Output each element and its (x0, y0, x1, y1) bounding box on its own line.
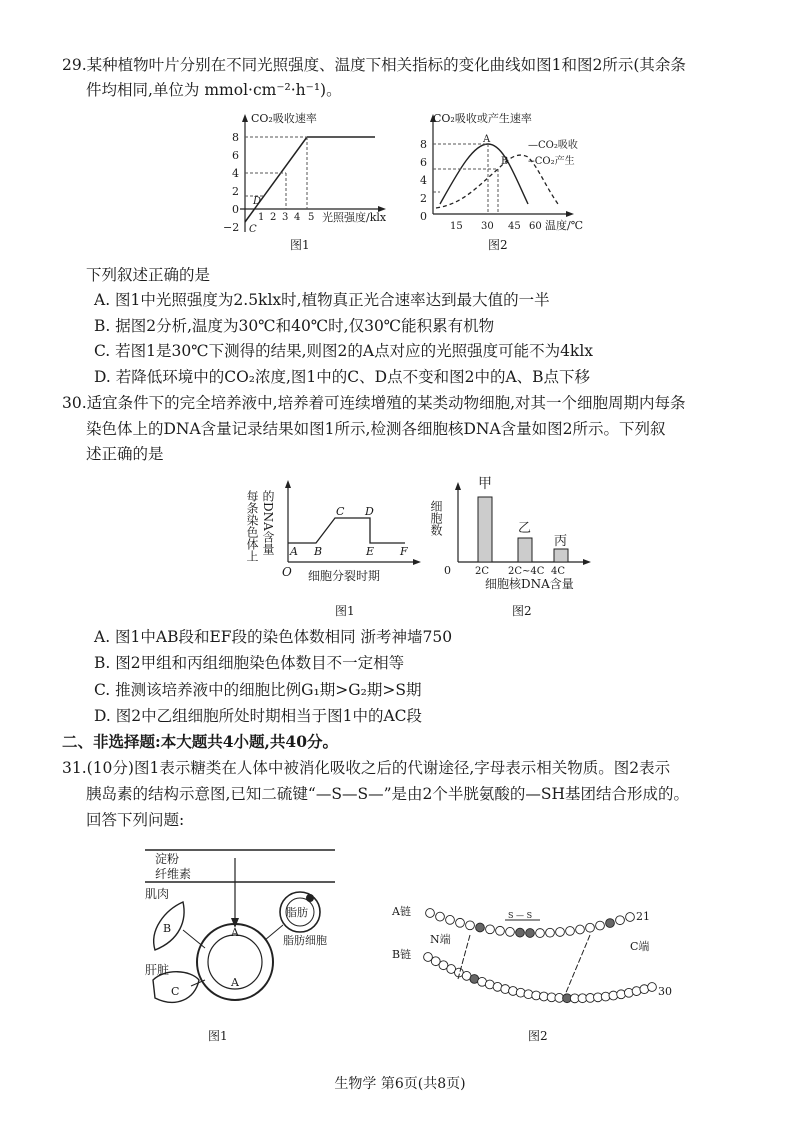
q31-fig1-diagram (135, 840, 345, 1015)
amino-acid-bead (456, 918, 465, 927)
bar-yi (518, 538, 532, 562)
q31-line1: 31.(10分)图1表示糖类在人体中被消化吸收之后的代谢途径,字母表示相关物质。图2表示 (62, 759, 671, 777)
svg-text:45: 45 (508, 221, 521, 232)
svg-text:15: 15 (450, 221, 463, 232)
amino-acid-bead (486, 925, 495, 934)
amino-acid-bead (566, 927, 575, 936)
q29-option-c: C. 若图1是30℃下测得的结果,则图2的A点对应的光照强度可能不为4klx (94, 342, 594, 360)
svg-text:D: D (365, 505, 374, 518)
q30-line3: 述正确的是 (86, 445, 164, 463)
svg-text:N端: N端 (430, 933, 451, 946)
q30-fig1-ylabel2: 的DNA含量 (261, 490, 275, 555)
svg-text:A: A (231, 926, 239, 939)
q29-fig2-caption: 图2 (488, 238, 508, 252)
q30-line2: 染色体上的DNA含量记录结果如图1所示,检测各细胞核DNA含量如图2所示。下列叙 (86, 420, 666, 438)
amino-acid-bead (506, 927, 515, 936)
fig1-xlabel: 光照强度/klx (322, 211, 387, 224)
q29-stem: 下列叙述正确的是 (86, 266, 211, 284)
amino-acid-bead (606, 919, 615, 928)
q29-fig1-caption: 图1 (290, 238, 310, 252)
q29-fig2-graph (418, 112, 618, 262)
svg-text:8: 8 (420, 138, 427, 151)
q30-line1: 30.适宜条件下的完全培养液中,培养着可连续增殖的某类动物细胞,对其一个细胞周期内每条 (62, 394, 686, 412)
q30-fig1-xlabel: 细胞分裂时期 (308, 569, 381, 583)
q31-fig2-caption: 图2 (528, 1029, 548, 1043)
bar-jia (478, 497, 492, 562)
svg-text:1: 1 (258, 212, 265, 223)
amino-acid-bead (586, 923, 595, 932)
amino-acid-bead (446, 915, 455, 924)
svg-text:2: 2 (232, 185, 239, 198)
amino-acid-bead (556, 928, 565, 937)
q30-fig1-graph (240, 478, 420, 588)
svg-text:2C~4C: 2C~4C (508, 566, 545, 577)
svg-text:C端: C端 (630, 940, 650, 953)
svg-text:4: 4 (420, 174, 427, 187)
amino-acid-bead (616, 916, 625, 925)
amino-acid-bead (466, 921, 475, 930)
svg-text:30: 30 (658, 985, 672, 998)
fig2-xlabel: 温度/℃ (545, 219, 584, 232)
svg-text:6: 6 (232, 149, 239, 162)
amino-acid-bead (436, 912, 445, 921)
svg-text:F: F (400, 545, 408, 558)
amino-acid-bead (476, 923, 485, 932)
amino-acid-bead (596, 921, 605, 930)
svg-text:脂肪细胞: 脂肪细胞 (283, 934, 327, 947)
svg-text:2C: 2C (475, 566, 490, 577)
svg-text:--CO₂产生: --CO₂产生 (528, 156, 575, 167)
svg-text:A: A (290, 545, 298, 558)
bar-bing (554, 549, 568, 562)
q30-fig2-caption: 图2 (512, 604, 532, 618)
q30-option-c: C. 推测该培养液中的细胞比例G₁期>G₂期>S期 (94, 681, 422, 699)
q29-line2: 件均相同,单位为 mmol·cm⁻²·h⁻¹)。 (86, 81, 342, 99)
q29-option-a: A. 图1中光照强度为2.5klx时,植物真正光合速率达到最大值的一半 (94, 291, 550, 309)
svg-text:S — S: S — S (508, 911, 533, 920)
svg-text:乙: 乙 (518, 521, 532, 536)
svg-text:4C: 4C (551, 566, 566, 577)
svg-text:A链: A链 (392, 905, 411, 918)
q30-fig2-xlabel: 细胞核DNA含量 (485, 577, 574, 591)
q29-option-b: B. 据图2分析,温度为30℃和40℃时,仅30℃能积累有机物 (94, 317, 495, 335)
svg-text:甲: 甲 (478, 476, 492, 492)
amino-acid-bead (576, 925, 585, 934)
svg-text:肝脏: 肝脏 (145, 963, 170, 977)
q31-line3: 回答下列问题: (86, 811, 185, 829)
svg-text:—CO₂吸收: —CO₂吸收 (528, 140, 578, 151)
svg-text:B: B (314, 545, 323, 558)
svg-text:C: C (249, 224, 257, 235)
q31-line2: 胰岛素的结构示意图,已知二硫键“—S—S—”是由2个半胱氨酸的—SH基团结合形成的。 (86, 785, 690, 803)
amino-acid-bead (648, 983, 657, 992)
svg-text:8: 8 (232, 131, 239, 144)
q31-fig2-diagram (390, 895, 690, 1000)
q29-fig1-graph (220, 112, 410, 262)
svg-text:21: 21 (636, 910, 650, 923)
svg-text:B: B (501, 156, 509, 167)
fig1-ylabel: CO₂吸收速率 (251, 112, 317, 125)
svg-text:60: 60 (529, 221, 542, 232)
svg-text:30: 30 (481, 221, 494, 232)
svg-text:丙: 丙 (554, 534, 568, 549)
amino-acid-bead (617, 990, 626, 999)
svg-text:4: 4 (294, 212, 301, 223)
page-footer: 生物学 第6页(共8页) (334, 1076, 466, 1092)
svg-text:C: C (171, 985, 180, 998)
svg-text:纤维素: 纤维素 (155, 867, 192, 881)
q29-option-d: D. 若降低环境中的CO₂浓度,图1中的C、D点不变和图2中的A、B点下移 (94, 368, 591, 386)
svg-text:O: O (282, 565, 292, 579)
fig2-ylabel: CO₂吸收或产生速率 (433, 112, 532, 125)
q30-fig1-caption: 图1 (335, 604, 355, 618)
svg-text:D: D (253, 196, 262, 207)
svg-text:0: 0 (232, 203, 239, 216)
q30-option-b: B. 图2甲组和丙组细胞染色体数目不一定相等 (94, 654, 405, 672)
q29-line1: 29.某种植物叶片分别在不同光照强度、温度下相关指标的变化曲线如图1和图2所示(其余条 (62, 56, 686, 74)
svg-text:E: E (366, 545, 375, 558)
svg-text:A: A (483, 134, 491, 145)
amino-acid-bead (626, 913, 635, 922)
svg-text:−2: −2 (223, 221, 240, 234)
amino-acid-bead (426, 909, 435, 918)
amino-acid-bead (496, 926, 505, 935)
svg-text:6: 6 (420, 156, 427, 169)
q30-option-a: A. 图1中AB段和EF段的染色体数相同 浙考神墙750 (94, 628, 453, 646)
section-heading: 二、非选择题:本大题共4小题,共40分。 (62, 732, 338, 751)
svg-text:淀粉: 淀粉 (155, 852, 180, 866)
amino-acid-bead (516, 928, 525, 937)
svg-text:0: 0 (420, 210, 427, 223)
amino-acid-bead (546, 928, 555, 937)
q30-fig2-ylabel: 细胞数 (429, 500, 443, 536)
svg-text:B: B (163, 922, 172, 935)
svg-text:脂肪: 脂肪 (286, 906, 308, 919)
svg-text:肌肉: 肌肉 (145, 887, 170, 901)
amino-acid-bead (526, 929, 535, 938)
svg-text:2: 2 (420, 192, 427, 205)
svg-text:3: 3 (282, 212, 289, 223)
q30-option-d: D. 图2中乙组细胞所处时期相当于图1中的AC段 (94, 707, 423, 725)
amino-acid-bead (536, 929, 545, 938)
svg-text:5: 5 (308, 212, 315, 223)
svg-text:2: 2 (270, 212, 277, 223)
q30-fig2-graph (430, 470, 610, 595)
q31-fig1-caption: 图1 (208, 1029, 228, 1043)
svg-text:C: C (336, 505, 345, 518)
svg-text:B链: B链 (392, 948, 412, 961)
svg-text:0: 0 (444, 564, 451, 577)
amino-acid-bead (516, 988, 525, 997)
q30-fig1-ylabel1: 每条染色体上 (245, 490, 259, 562)
svg-text:A: A (231, 976, 239, 989)
svg-text:4: 4 (232, 167, 239, 180)
